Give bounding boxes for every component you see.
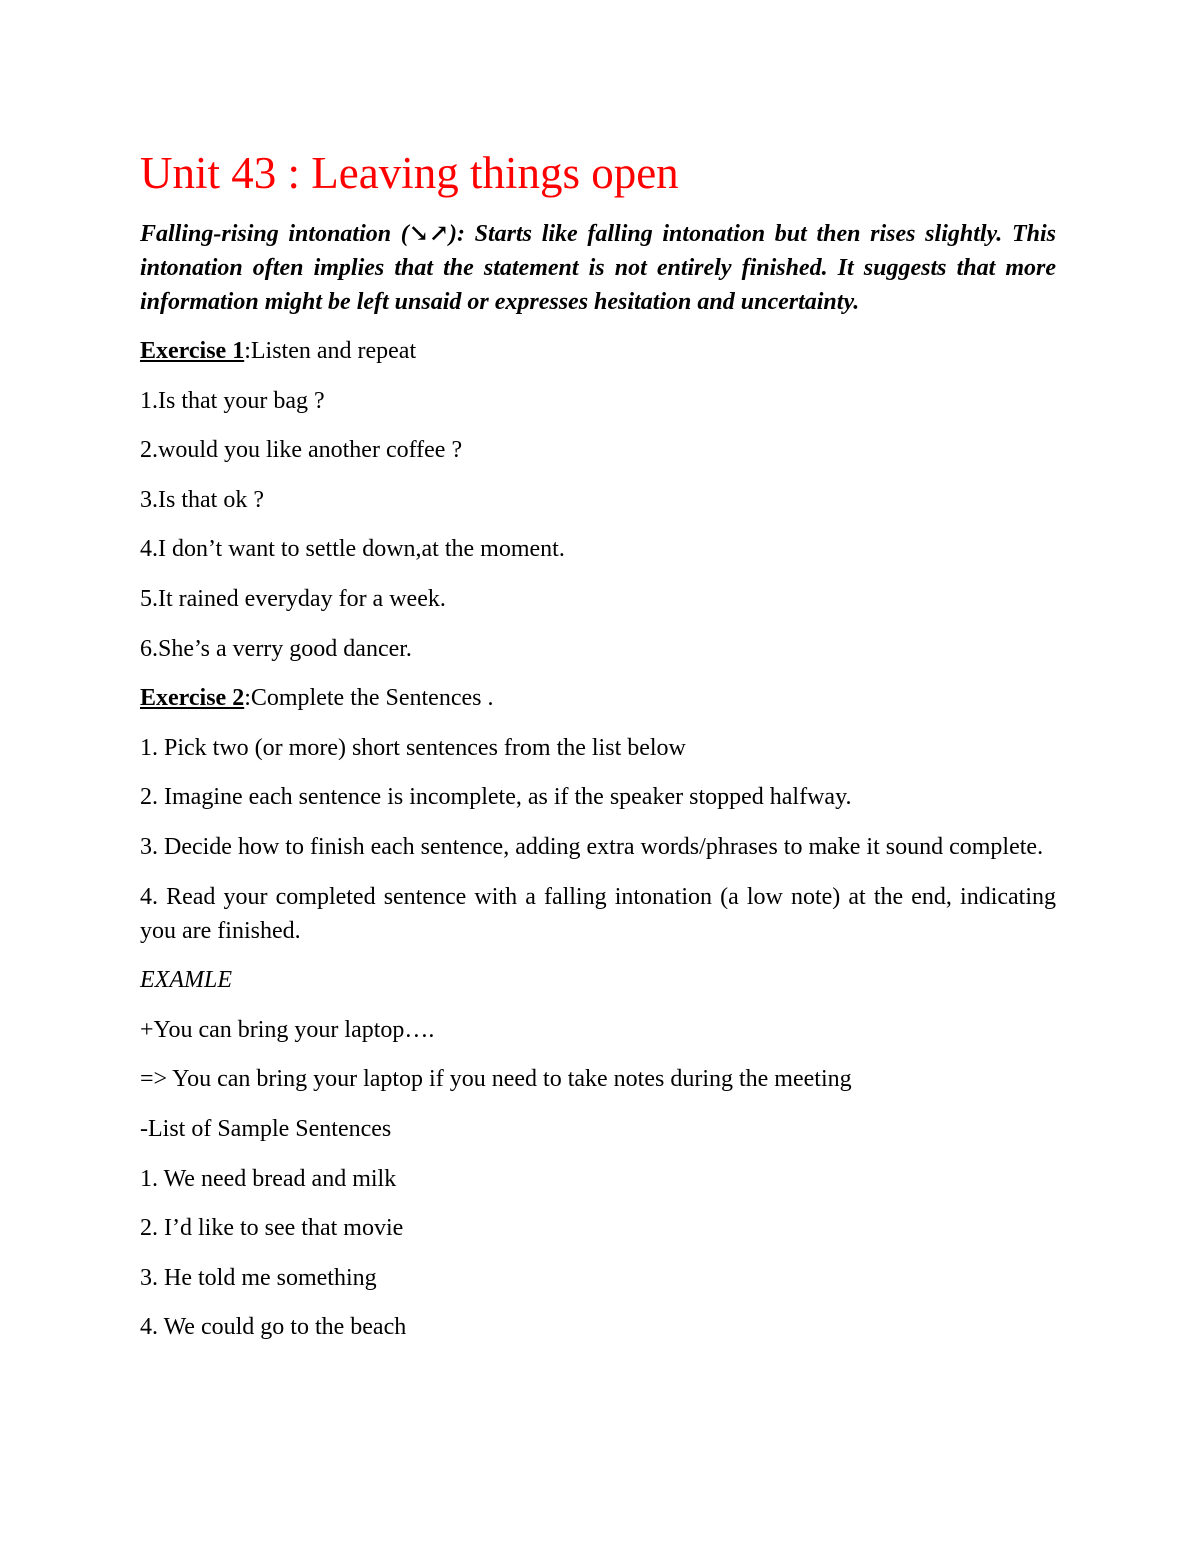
exercise-2-heading xyxy=(140,681,1056,715)
page-title: Unit 43 : Leaving things open xyxy=(140,148,679,198)
intro-paragraph: Falling-rising intonation (↘↗): Starts like falling intonation but then rises slightly. This intonation often implies that the statement is not entirely finished. It suggests that more information might be left unsaid or expresses hesitation and uncertainty. xyxy=(140,221,1056,315)
exercise-2-instruction: :Complete the Sentences . xyxy=(244,685,494,712)
exercise-1-item: 6.She’s a verry good dancer. xyxy=(140,635,412,662)
document-page xyxy=(140,145,1056,1360)
sample-sentence: 3. He told me something xyxy=(140,1264,377,1291)
exercise-1-label: Exercise 1 xyxy=(140,338,245,364)
exercise-2-label: Exercise 2 xyxy=(140,685,245,712)
exercise-2-step: 3. Decide how to finish each sentence, adding extra words/phrases to make it sound complete. xyxy=(140,833,1044,860)
example-answer: => You can bring your laptop if you need to take notes during the meeting xyxy=(140,1066,852,1093)
sample-sentence: 4. We could go to the beach xyxy=(140,1314,407,1341)
exercise-1-item: 3.Is that ok ? xyxy=(140,486,264,513)
sample-sentence: 2. I’d like to see that movie xyxy=(140,1215,404,1242)
example-prompt: +You can bring your laptop…. xyxy=(140,1016,435,1043)
exercise-1-instruction: :Listen and repeat xyxy=(244,338,417,364)
sample-sentence: 1. We need bread and milk xyxy=(140,1165,397,1192)
sample-list-heading: -List of Sample Sentences xyxy=(140,1115,392,1142)
example-heading: EXAMLE xyxy=(140,967,232,994)
exercise-1-item: 1.Is that your bag ? xyxy=(140,387,325,414)
exercise-1-item: 4.I don’t want to settle down,at the moment. xyxy=(140,536,565,563)
exercise-1-item: 2.would you like another coffee ? xyxy=(140,437,463,464)
exercise-2-step: 4. Read your completed sentence with a falling intonation (a low note) at the end, indicating you are finished. xyxy=(140,883,1056,944)
exercise-2-step: 1. Pick two (or more) short sentences from the list below xyxy=(140,734,686,761)
exercise-1-heading xyxy=(140,334,1056,368)
exercise-1-item: 5.It rained everyday for a week. xyxy=(140,585,446,612)
exercise-2-step: 2. Imagine each sentence is incomplete, as if the speaker stopped halfway. xyxy=(140,784,852,811)
